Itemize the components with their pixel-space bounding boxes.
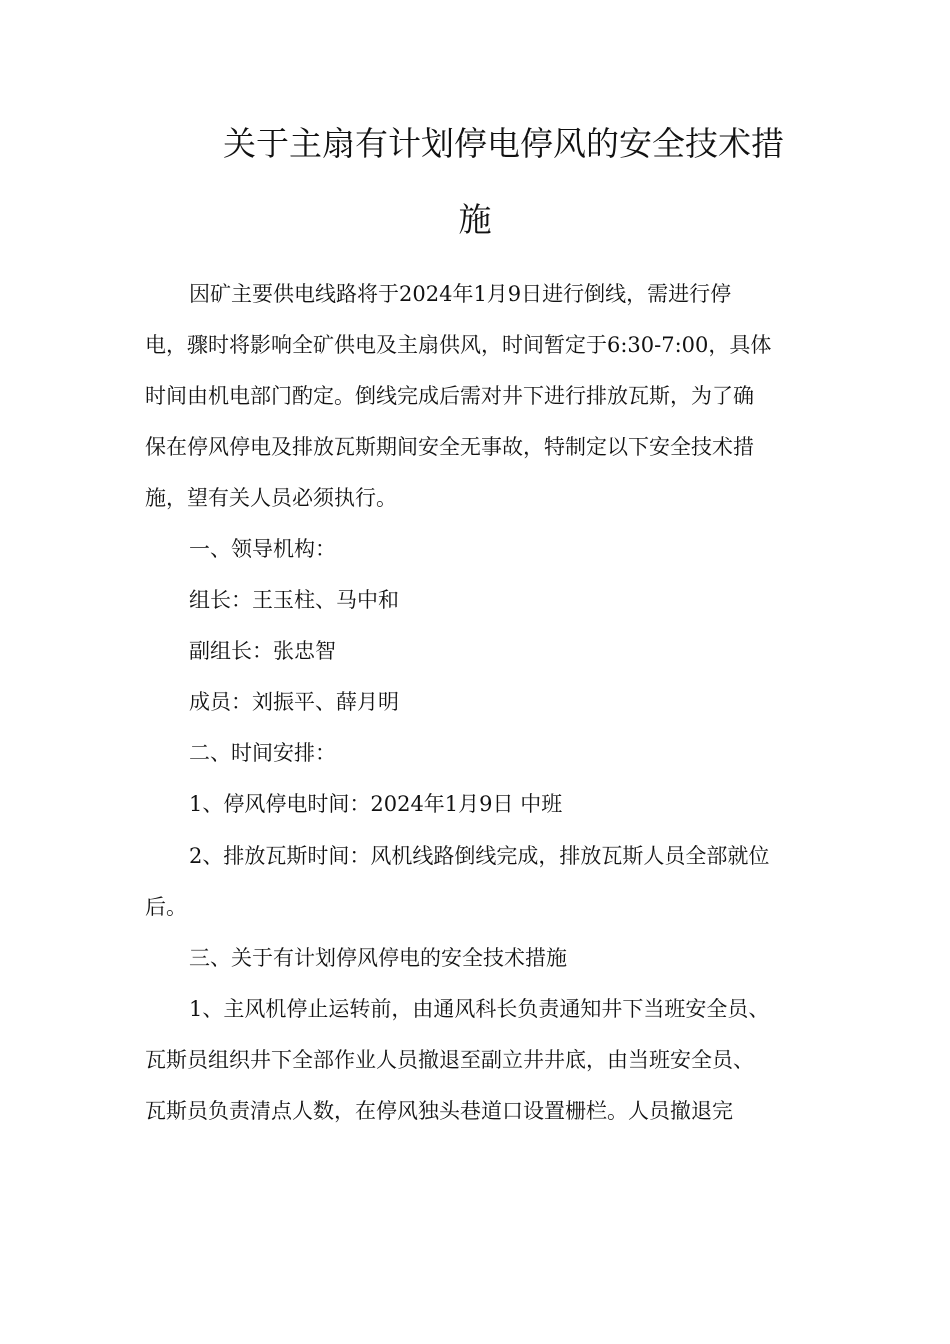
leader-line: 组长：王玉柱、马中和	[189, 588, 399, 612]
paragraph-1-line-5: 施，望有关人员必须执行。	[145, 486, 397, 510]
section-heading-safety-measures: 三、关于有计划停风停电的安全技术措施	[189, 946, 567, 970]
paragraph-1-line-1: 因矿主要供电线路将于2024年1月9日进行倒线，需进行停	[189, 282, 732, 306]
deputy-leader-line: 副组长：张忠智	[189, 639, 336, 663]
document-title-line-1: 关于主扇有计划停电停风的安全技术措	[223, 124, 784, 163]
paragraph-1-line-3: 时间由机电部门酌定。倒线完成后需对井下进行排放瓦斯，为了确	[145, 384, 754, 408]
section-heading-leadership: 一、领导机构：	[189, 537, 336, 561]
members-line: 成员：刘振平、薛月明	[189, 690, 399, 714]
measure-1-line-3: 瓦斯员负责清点人数，在停风独头巷道口设置栅栏。人员撤退完	[145, 1099, 733, 1123]
schedule-item-2-line-1: 2、排放瓦斯时间：风机线路倒线完成，排放瓦斯人员全部就位	[189, 844, 770, 868]
paragraph-1-line-4: 保在停风停电及排放瓦斯期间安全无事故，特制定以下安全技术措	[145, 435, 754, 459]
schedule-item-2-line-2: 后。	[145, 895, 187, 919]
section-heading-schedule: 二、时间安排：	[189, 741, 336, 765]
measure-1-line-2: 瓦斯员组织井下全部作业人员撤退至副立井井底，由当班安全员、	[145, 1048, 754, 1072]
paragraph-1-line-2: 电，骤时将影响全矿供电及主扇供风，时间暂定于6:30-7:00，具体	[145, 333, 772, 357]
schedule-item-1: 1、停风停电时间：2024年1月9日 中班	[189, 792, 563, 816]
document-title-line-2: 施	[458, 200, 492, 239]
measure-1-line-1: 1、主风机停止运转前，由通风科长负责通知井下当班安全员、	[189, 997, 770, 1021]
